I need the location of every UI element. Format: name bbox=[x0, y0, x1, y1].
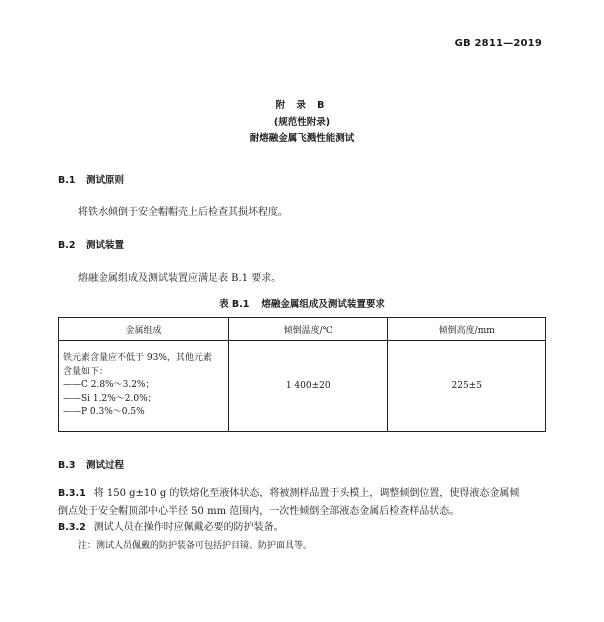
composition-line: 含量如下： bbox=[63, 366, 109, 377]
standard-number: GB 2811—2019 bbox=[454, 38, 542, 49]
clause-text: 将 150 g±10 g 的铁熔化至液体状态，将被测样品置于头模上，调整倾倒位置，使得液态金属倾 bbox=[93, 488, 520, 499]
temperature-cell: 1 400±20 bbox=[228, 341, 388, 432]
composition-line: 铁元素含量应不低于 93%，其他元素 bbox=[63, 353, 212, 364]
table-header-row bbox=[59, 318, 546, 341]
column-header-composition: 金属组成 bbox=[59, 318, 229, 341]
composition-cell bbox=[59, 341, 229, 432]
annex-type: (规范性附录) bbox=[273, 117, 331, 128]
clause-text-continued: 倒点处于安全帽顶部中心半径 50 mm 范围内，一次性倾倒全部液态金属后检查样品状态。 bbox=[58, 506, 460, 517]
column-header-temperature: 倾倒温度/℃ bbox=[228, 318, 388, 341]
annex-label: 附 录 B bbox=[275, 100, 329, 111]
composition-line: ——C 2.8%～3.2%； bbox=[63, 380, 155, 391]
section-b2-text: 熔融金属组成及测试装置应满足表 B.1 要求。 bbox=[78, 273, 282, 284]
note: 注：测试人员佩戴的防护装备可包括护目镜、防护面具等。 bbox=[78, 541, 313, 551]
annex-title: 耐熔融金属飞溅性能测试 bbox=[249, 133, 355, 144]
clause-text: 测试人员在操作时应佩戴必要的防护装备。 bbox=[93, 522, 284, 533]
section-number: B.1 bbox=[58, 175, 76, 186]
composition-line: ——P 0.3%～0.5% bbox=[63, 407, 145, 418]
height-cell: 225±5 bbox=[388, 341, 546, 432]
clause-number: B.3.1 bbox=[58, 488, 86, 499]
section-title: 测试装置 bbox=[86, 240, 125, 251]
composition-line: ——Si 1.2%～2.0%； bbox=[63, 393, 157, 404]
table-caption-title: 熔融金属组成及测试装置要求 bbox=[261, 299, 385, 310]
section-b2-heading bbox=[58, 237, 124, 251]
table-caption-number: 表 B.1 bbox=[219, 299, 250, 310]
requirements-table bbox=[58, 317, 546, 432]
clause-number: B.3.2 bbox=[58, 522, 86, 533]
section-number: B.3 bbox=[58, 460, 76, 471]
section-title: 测试原则 bbox=[86, 175, 125, 186]
procedure-b31 bbox=[58, 485, 548, 521]
procedure-b32 bbox=[58, 519, 548, 537]
section-b3-heading bbox=[58, 457, 124, 471]
table-caption bbox=[0, 296, 604, 310]
column-header-height: 倾倒高度/mm bbox=[388, 318, 546, 341]
section-b1-text: 将铁水倾倒于安全帽帽壳上后检查其损坏程度。 bbox=[78, 207, 288, 218]
section-title: 测试过程 bbox=[86, 460, 125, 471]
section-b1-heading bbox=[58, 172, 124, 186]
section-number: B.2 bbox=[58, 240, 76, 251]
table-row bbox=[59, 341, 546, 432]
